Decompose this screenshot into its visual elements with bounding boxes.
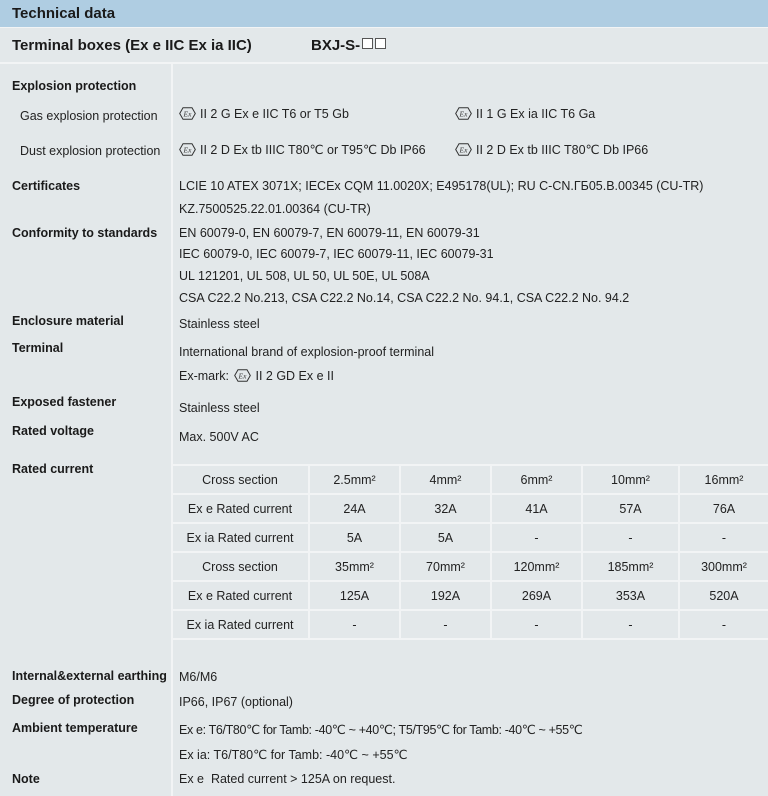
label-terminal: Terminal [12,341,64,355]
conformity-line-3: UL 121201, UL 508, UL 50, UL 50E, UL 508A [179,269,430,283]
ex-hexagon-icon [179,143,196,156]
row-header: Ex ia Rated current [172,610,309,639]
row-header: Cross section [172,552,309,581]
table-cell: 32A [400,494,491,523]
label-ambient-temperature: Ambient temperature [12,721,138,735]
terminal-exmark: Ex-mark: Ex II 2 GD Ex e II [179,369,334,383]
table-cell: - [491,610,582,639]
table-cell: - [491,523,582,552]
table-row [172,494,768,523]
rated-voltage-value: Max. 500V AC [179,430,259,444]
label-earthing: Internal&external earthing [12,669,167,683]
conformity-line-2: IEC 60079-0, IEC 60079-7, IEC 60079-11, IEC 60079-31 [179,247,494,261]
label-rated-voltage: Rated voltage [12,424,94,438]
terminal-description: International brand of explosion-proof terminal [179,345,435,359]
label-certificates: Certificates [12,179,81,193]
svg-text:Ex: Ex [183,109,192,119]
table-row [172,465,768,494]
table-cell: 2.5mm² [309,465,400,494]
table-cell: - [679,523,768,552]
ambient-temperature-line-1: Ex e: T6/T80℃ for Tamb: -40℃ ~ +40℃; T5/T95℃ for Tamb: -40℃ ~ +55℃ [179,723,583,737]
table-cell: 57A [582,494,679,523]
label-exposed-fastener: Exposed fastener [12,395,117,409]
table-cell: 10mm² [582,465,679,494]
table-row [172,610,768,639]
table-cell: - [679,610,768,639]
ex-hexagon-icon [455,143,472,156]
row-header: Cross section [172,465,309,494]
table-cell: 353A [582,581,679,610]
note-value: Ex e Rated current > 125A on request. [179,772,396,786]
dust-protection-value-2: Ex II 2 D Ex tb IIIC T80℃ Db IP66 [455,142,648,157]
label-dust-explosion-protection: Dust explosion protection [20,144,161,158]
table-cell: 520A [679,581,768,610]
table-cell: 41A [491,494,582,523]
label-conformity: Conformity to standards [12,226,158,240]
model-code [311,37,386,54]
label-degree-of-protection: Degree of protection [12,693,135,707]
certificates-line-2: KZ.7500525.22.01.00364 (CU-TR) [179,202,371,216]
section-title: Technical data [12,5,116,22]
ex-hexagon-icon [179,107,196,120]
label-enclosure-material: Enclosure material [12,314,124,328]
table-row [172,523,768,552]
table-cell: 35mm² [309,552,400,581]
svg-text:Ex: Ex [239,371,247,381]
conformity-line-1: EN 60079-0, EN 60079-7, EN 60079-11, EN 60079-31 [179,226,480,240]
row-header: Ex e Rated current [172,581,309,610]
table-cell: - [582,523,679,552]
enclosure-material-value: Stainless steel [179,317,260,331]
row-header: Ex ia Rated current [172,523,309,552]
table-cell: 24A [309,494,400,523]
table-cell: 125A [309,581,400,610]
table-cell: 5A [400,523,491,552]
model-placeholder-box-icon [362,38,373,49]
certificates-line-1: LCIE 10 ATEX 3071X; IECEx CQM 11.0020X; E495178(UL); RU C-CN.ГБ05.В.00345 (CU-TR) [179,179,704,193]
table-cell: 120mm² [491,552,582,581]
rated-current-table [172,464,768,640]
earthing-value: M6/M6 [179,670,218,684]
section-header [0,0,768,28]
svg-text:Ex: Ex [459,109,468,119]
product-title: Terminal boxes (Ex e IIC Ex ia IIC) [12,37,252,54]
label-note: Note [12,772,40,786]
model-placeholder-box-icon [375,38,386,49]
dust-protection-value-1: Ex II 2 D Ex tb IIIC T80℃ or T95℃ Db IP66 [179,142,426,157]
ex-hexagon-icon [455,107,472,120]
model-prefix: BXJ-S- [311,37,361,54]
table-cell: - [582,610,679,639]
table-cell: 300mm² [679,552,768,581]
svg-text:Ex: Ex [183,145,192,155]
product-title-row [0,28,768,64]
column-divider [171,64,173,796]
table-cell: 6mm² [491,465,582,494]
table-row [172,581,768,610]
label-explosion-protection: Explosion protection [12,79,137,93]
ambient-temperature-line-2: Ex ia: T6/T80℃ for Tamb: -40℃ ~ +55℃ [179,748,408,762]
table-cell: 269A [491,581,582,610]
table-cell: 192A [400,581,491,610]
table-cell: 185mm² [582,552,679,581]
table-cell: - [309,610,400,639]
table-cell: 16mm² [679,465,768,494]
table-cell: 70mm² [400,552,491,581]
conformity-line-4: CSA C22.2 No.213, CSA C22.2 No.14, CSA C22.2 No. 94.1, CSA C22.2 No. 94.2 [179,291,630,305]
degree-of-protection-value: IP66, IP67 (optional) [179,695,293,709]
svg-text:Ex: Ex [459,145,468,155]
table-cell: 5A [309,523,400,552]
gas-protection-value-2: Ex II 1 G Ex ia IIC T6 Ga [455,107,595,121]
exposed-fastener-value: Stainless steel [179,401,260,415]
gas-protection-value-1: Ex II 2 G Ex e IIC T6 or T5 Gb [179,107,349,121]
table-cell: 4mm² [400,465,491,494]
row-header: Ex e Rated current [172,494,309,523]
table-cell: - [400,610,491,639]
table-cell: 76A [679,494,768,523]
table-row [172,552,768,581]
ex-hexagon-icon [234,369,251,382]
label-gas-explosion-protection: Gas explosion protection [20,109,158,123]
label-rated-current: Rated current [12,462,94,476]
